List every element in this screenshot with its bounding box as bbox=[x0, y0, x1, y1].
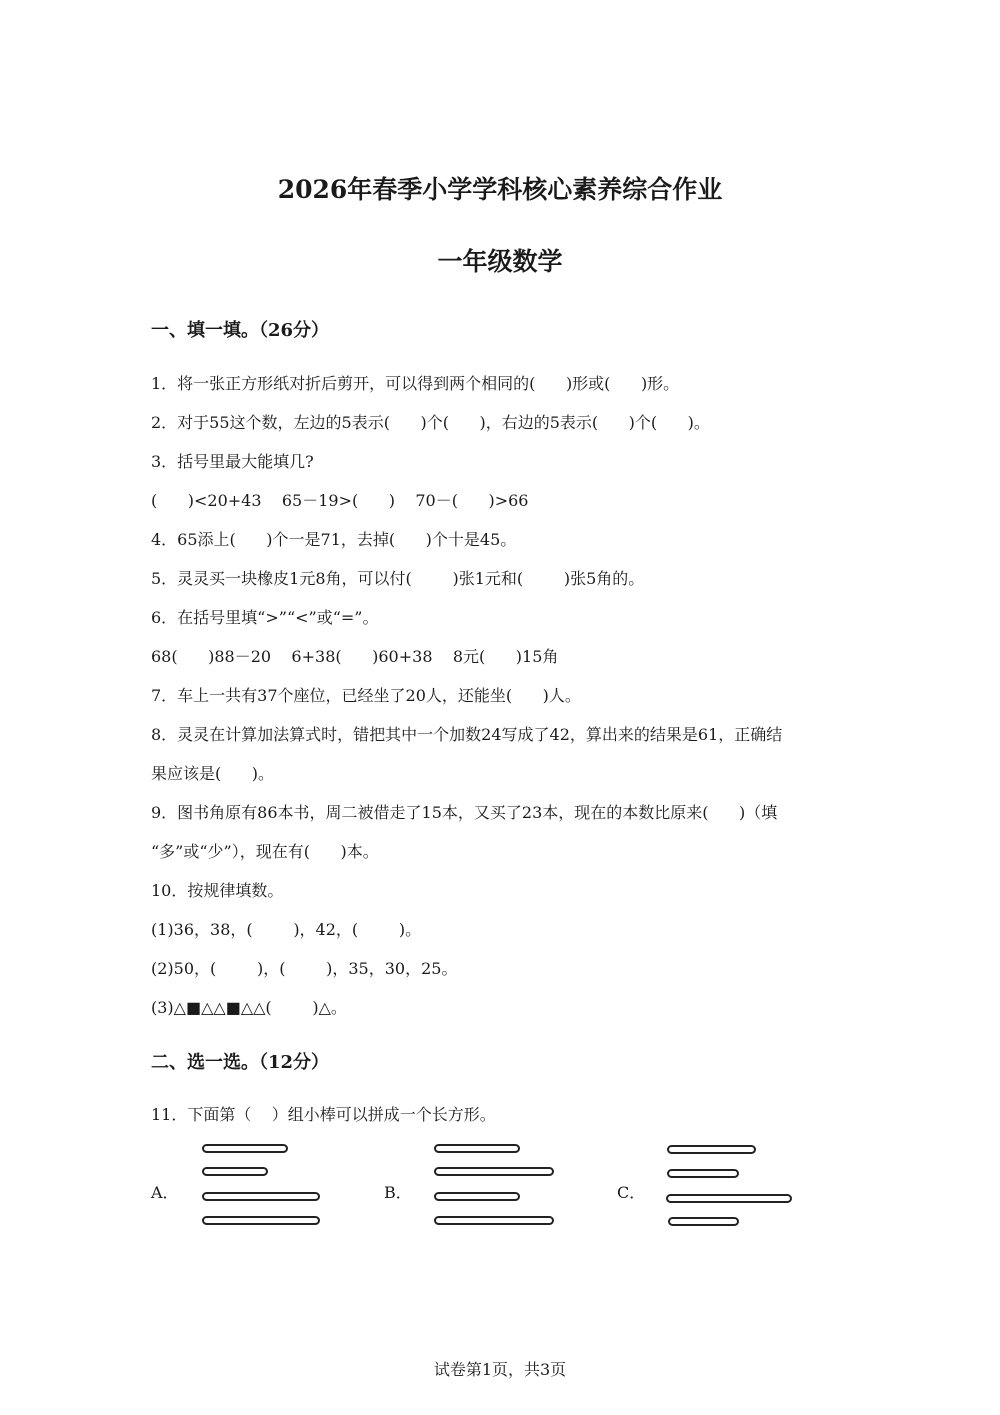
stick-c-3 bbox=[666, 1194, 792, 1203]
question-line: (1)36，38，( )，42，( )。 bbox=[151, 920, 422, 939]
stick-b-3 bbox=[434, 1192, 520, 1201]
question-11-text: 11．下面第（ ）组小棒可以拼成一个长方形。 bbox=[151, 1105, 496, 1124]
option-a-label: A． bbox=[151, 1183, 179, 1202]
stick-c-2 bbox=[667, 1169, 739, 1178]
question-line: 6．在括号里填“>”“<”或“=”。 bbox=[151, 608, 379, 627]
section-1-heading: 一、填一填。（26分） bbox=[151, 320, 330, 341]
question-line: 5．灵灵买一块橡皮1元8角，可以付( )张1元和( )张5角的。 bbox=[151, 569, 645, 588]
question-line: 68( )88－20 6+38( )60+38 8元( )15角 bbox=[151, 647, 559, 666]
question-line: ( )<20+43 65－19>( ) 70－( )>66 bbox=[151, 491, 529, 510]
section-2-heading: 二、选一选。（12分） bbox=[151, 1052, 330, 1073]
question-line: 3．括号里最大能填几? bbox=[151, 452, 314, 471]
option-b-label: B． bbox=[384, 1183, 412, 1202]
question-line: 2．对于55这个数，左边的5表示( )个( )，右边的5表示( )个( )。 bbox=[151, 413, 710, 432]
question-line: (3)△■△△■△△( )△。 bbox=[151, 998, 347, 1017]
question-line: (2)50，( )，( )，35，30，25。 bbox=[151, 959, 458, 978]
stick-b-1 bbox=[434, 1144, 520, 1153]
stick-c-4 bbox=[668, 1217, 739, 1226]
question-line: 10．按规律填数。 bbox=[151, 881, 284, 900]
option-c-label: C． bbox=[617, 1183, 646, 1202]
question-line: 9．图书角原有86本书，周二被借走了15本，又买了23本，现在的本数比原来( )（填 bbox=[151, 803, 778, 822]
question-line: 果应该是( )。 bbox=[151, 764, 275, 783]
question-line: 7．车上一共有37个座位，已经坐了20人，还能坐( )人。 bbox=[151, 686, 581, 705]
question-line: “多”或“少”），现在有( )本。 bbox=[151, 842, 379, 861]
stick-a-3 bbox=[202, 1192, 320, 1201]
stick-b-4 bbox=[434, 1216, 554, 1225]
stick-b-2 bbox=[434, 1167, 554, 1176]
stick-a-4 bbox=[202, 1216, 320, 1225]
page-footer: 试卷第1页，共3页 bbox=[433, 1360, 567, 1379]
question-line: 8．灵灵在计算加法算式时，错把其中一个加数24写成了42，算出来的结果是61，正确结 bbox=[151, 725, 783, 744]
page-title: 2026年春季小学学科核心素养综合作业 bbox=[277, 175, 723, 204]
page-subtitle: 一年级数学 bbox=[437, 247, 563, 276]
stick-c-1 bbox=[667, 1145, 756, 1154]
stick-a-1 bbox=[202, 1144, 288, 1153]
question-line: 1．将一张正方形纸对折后剪开，可以得到两个相同的( )形或( )形。 bbox=[151, 374, 680, 393]
question-line: 4．65添上( )个一是71，去掉( )个十是45。 bbox=[151, 530, 517, 549]
stick-a-2 bbox=[202, 1167, 268, 1176]
